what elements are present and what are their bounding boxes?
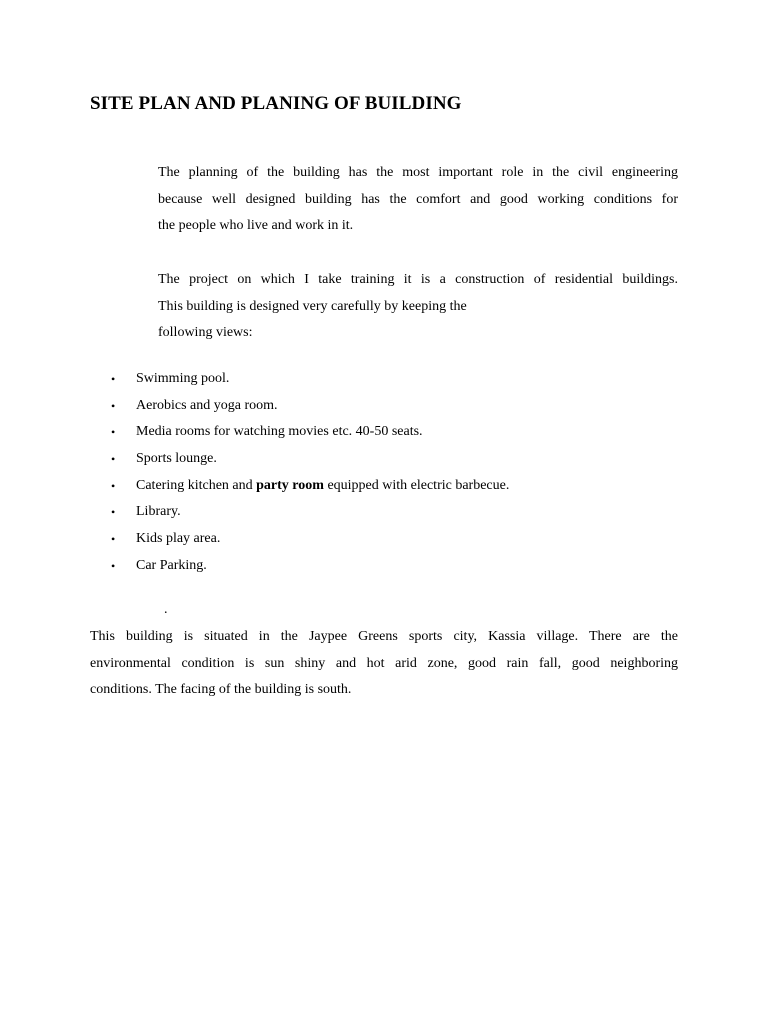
paragraph-line: environmental condition is sun shiny and hot arid zone, good rain fall, good neighboring — [90, 655, 678, 671]
list-item-text: Media rooms for watching movies etc. 40-50 seats. — [136, 424, 423, 440]
bullet-icon: • — [111, 505, 116, 520]
paragraph-line: This building is designed very carefully by keeping the — [158, 298, 467, 314]
list-item-text: Kids play area. — [136, 531, 221, 547]
list-item — [90, 526, 690, 553]
paragraph-line: The project on which I take training it is a construction of residential buildings. — [158, 272, 678, 287]
bullet-icon: • — [111, 425, 116, 440]
list-item — [90, 499, 690, 526]
paragraph-line: The planning of the building has the most important role in the civil engineering — [158, 165, 678, 180]
page-title: SITE PLAN AND PLANING OF BUILDING — [90, 93, 462, 114]
paragraph-line: following views: — [158, 325, 253, 341]
bullet-icon: • — [111, 532, 116, 547]
location-paragraph — [90, 624, 678, 704]
list-item-bold-text: party room — [256, 477, 324, 493]
bullet-icon: • — [111, 452, 116, 467]
list-item — [90, 446, 690, 473]
paragraph-line: conditions. The facing of the building is south. — [90, 682, 352, 698]
paragraph-line: because well designed building has the comfort and good working conditions for — [158, 191, 678, 207]
bullet-icon: • — [111, 558, 116, 573]
list-item — [90, 393, 690, 420]
intro-paragraph — [158, 160, 678, 240]
project-paragraph — [158, 267, 678, 347]
list-item — [90, 473, 690, 500]
paragraph-line: the people who live and work in it. — [158, 218, 354, 234]
list-item-text: Car Parking. — [136, 557, 207, 573]
list-item-text: Sports lounge. — [136, 451, 217, 467]
stray-period-mark: . — [164, 602, 168, 617]
bullet-icon: • — [111, 372, 116, 386]
bullet-icon: • — [111, 478, 116, 493]
list-item-text-prefix: Catering kitchen and — [136, 477, 257, 493]
bullet-icon: • — [111, 398, 116, 413]
list-item-text-suffix: equipped with electric barbecue. — [323, 477, 510, 493]
paragraph-line: This building is situated in the Jaypee Greens sports city, Kassia village. There are the — [90, 629, 678, 644]
list-item — [90, 419, 690, 446]
list-item-text: Swimming pool. — [136, 371, 230, 386]
list-item-text: Library. — [136, 504, 181, 520]
list-item — [90, 366, 690, 393]
list-item — [90, 553, 690, 580]
amenities-list — [90, 366, 690, 580]
list-item-text: Aerobics and yoga room. — [136, 397, 278, 413]
